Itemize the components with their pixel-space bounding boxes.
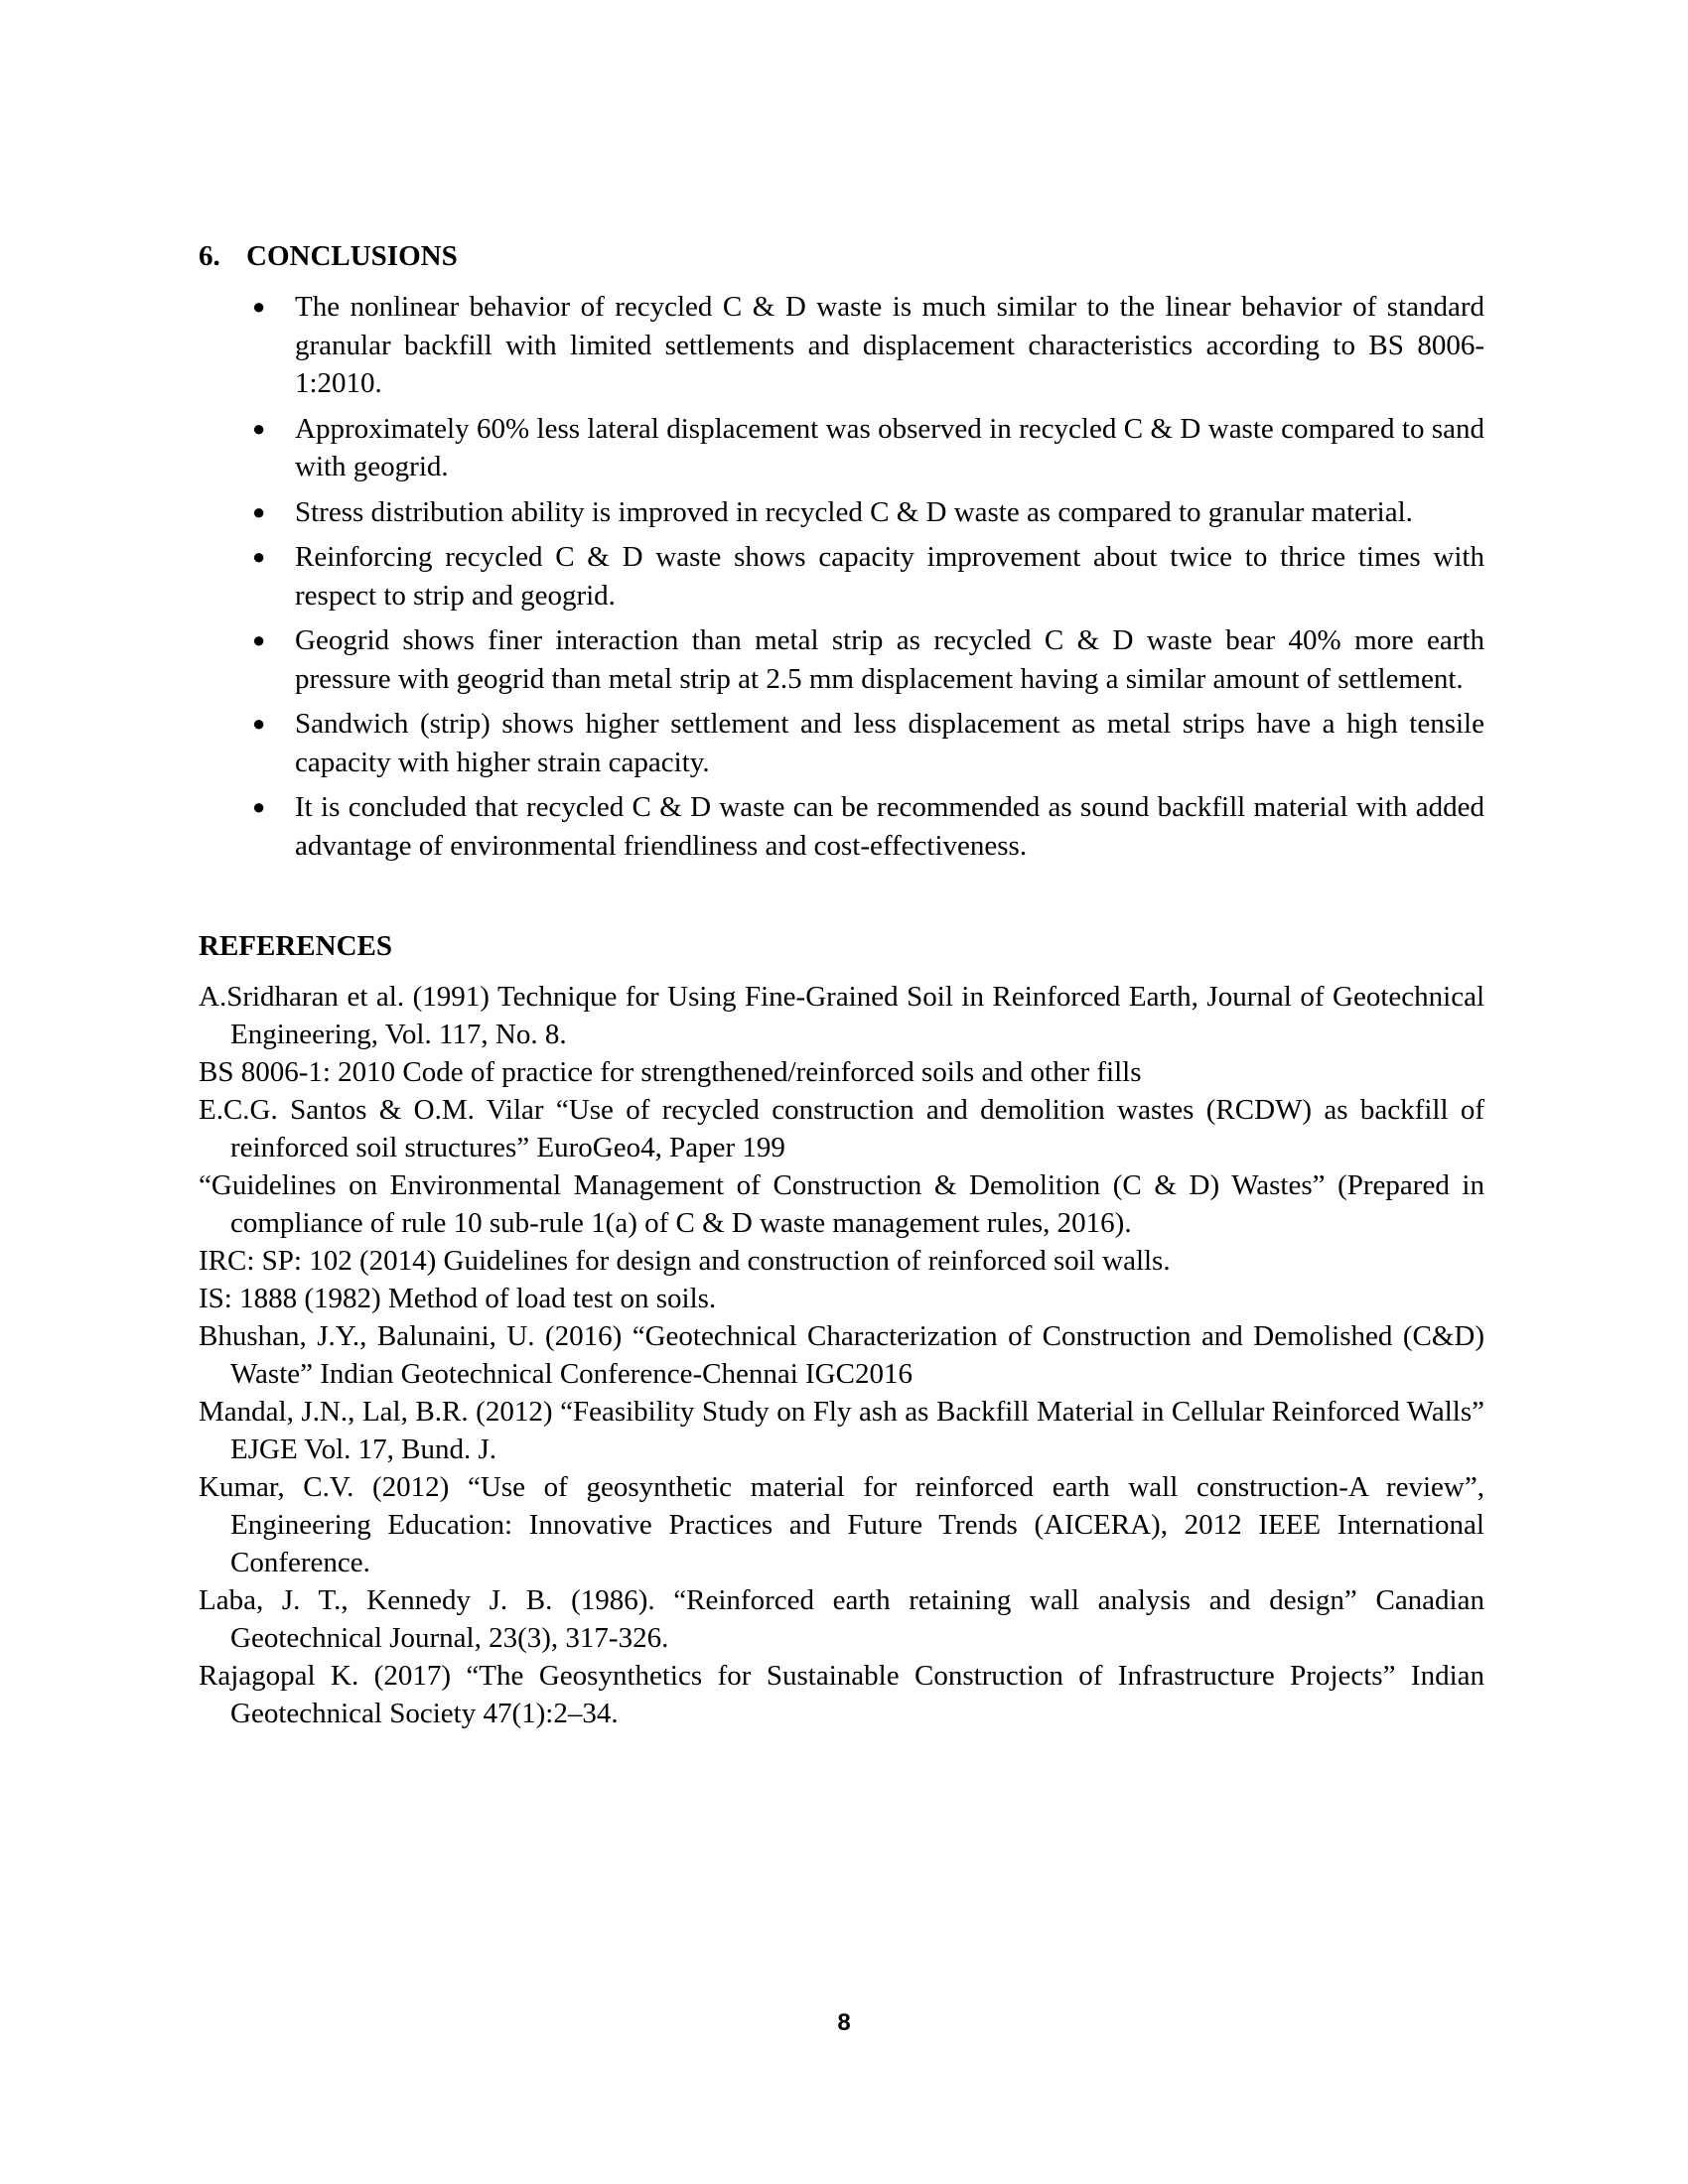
list-item-text: Approximately 60% less lateral displacement was observed in recycled C & D waste compared to sand with geogrid. <box>295 412 1484 482</box>
list-item <box>199 705 1484 781</box>
section-heading-conclusions <box>199 238 1484 274</box>
list-item <box>199 538 1484 614</box>
list-item-text: It is concluded that recycled C & D waste can be recommended as sound backfill material with added advantage of environmental friendliness and cost-effectiveness. <box>295 791 1484 862</box>
reference-item: A.Sridharan et al. (1991) Technique for Using Fine-Grained Soil in Reinforced Earth, Journal of Geotechnical Engineering, Vol. 117, No. 8. <box>199 981 1484 1050</box>
bullet-icon: ● <box>252 544 266 569</box>
list-item <box>199 410 1484 486</box>
reference-item: Bhushan, J.Y., Balunaini, U. (2016) “Geotechnical Characterization of Construction and Demolished (C&D) Waste” Indian Geotechnical Conference-Chennai IGC2016 <box>199 1320 1484 1390</box>
section-number: 6. <box>199 240 220 272</box>
reference-item: IRC: SP: 102 (2014) Guidelines for design and construction of reinforced soil walls. <box>199 1245 1171 1277</box>
reference-item: Rajagopal K. (2017) “The Geosynthetics for Sustainable Construction of Infrastructure Projects” Indian Geotechnical Society 47(1):2–34. <box>199 1660 1484 1729</box>
section-heading-references: REFERENCES <box>199 930 392 962</box>
bullet-icon: ● <box>252 415 266 441</box>
reference-item: Laba, J. T., Kennedy J. B. (1986). “Reinforced earth retaining wall analysis and design” Canadian Geotechnical Journal, 23(3), 317-326. <box>199 1584 1484 1654</box>
bullet-icon: ● <box>252 627 266 652</box>
reference-item: IS: 1888 (1982) Method of load test on soils. <box>199 1283 717 1314</box>
bullet-icon: ● <box>252 711 266 736</box>
page-number: 8 <box>837 2009 851 2036</box>
list-item-text: Sandwich (strip) shows higher settlement and less displacement as metal strips have a high tensile capacity with higher strain capacity. <box>295 708 1484 778</box>
list-item <box>199 493 1484 532</box>
list-item <box>199 788 1484 865</box>
conclusions-list <box>199 288 1484 865</box>
bullet-icon: ● <box>252 498 266 524</box>
reference-item: Mandal, J.N., Lal, B.R. (2012) “Feasibility Study on Fly ash as Backfill Material in Cellular Reinforced Walls” EJGE Vol. 17, Bund. J. <box>199 1396 1484 1465</box>
list-item <box>199 621 1484 698</box>
list-item-text: The nonlinear behavior of recycled C & D waste is much similar to the linear behavior of standard granular backfill with limited settlements and displacement characteristics according to BS 8006-1:2010. <box>295 291 1484 399</box>
list-item-text: Reinforcing recycled C & D waste shows capacity improvement about twice to thrice times with respect to strip and geogrid. <box>295 541 1484 612</box>
bullet-icon: ● <box>252 794 266 819</box>
reference-item: E.C.G. Santos & O.M. Vilar “Use of recycled construction and demolition wastes (RCDW) as backfill of reinforced soil structures” EuroGeo4, Paper 199 <box>199 1094 1484 1163</box>
section-title: CONCLUSIONS <box>246 240 458 272</box>
list-item-text: Stress distribution ability is improved in recycled C & D waste as compared to granular material. <box>295 495 1413 528</box>
references-list <box>199 978 1484 1732</box>
reference-item: Kumar, C.V. (2012) “Use of geosynthetic material for reinforced earth wall construction-A review”, Engineering Education: Innovative Practices and Future Trends (AICERA), 2012 IEEE International Conference. <box>199 1471 1484 1578</box>
reference-item: BS 8006-1: 2010 Code of practice for strengthened/reinforced soils and other fills <box>199 1056 1142 1088</box>
page-content <box>199 238 1484 1732</box>
list-item-text: Geogrid shows finer interaction than metal strip as recycled C & D waste bear 40% more earth pressure with geogrid than metal strip at 2.5 mm displacement having a similar amount of settlement. <box>295 624 1484 695</box>
reference-item: “Guidelines on Environmental Management of Construction & Demolition (C & D) Wastes” (Prepared in compliance of rule 10 sub-rule 1(a) of C & D waste management rules, 2016). <box>199 1169 1484 1239</box>
list-item <box>199 288 1484 403</box>
bullet-icon: ● <box>252 294 266 319</box>
